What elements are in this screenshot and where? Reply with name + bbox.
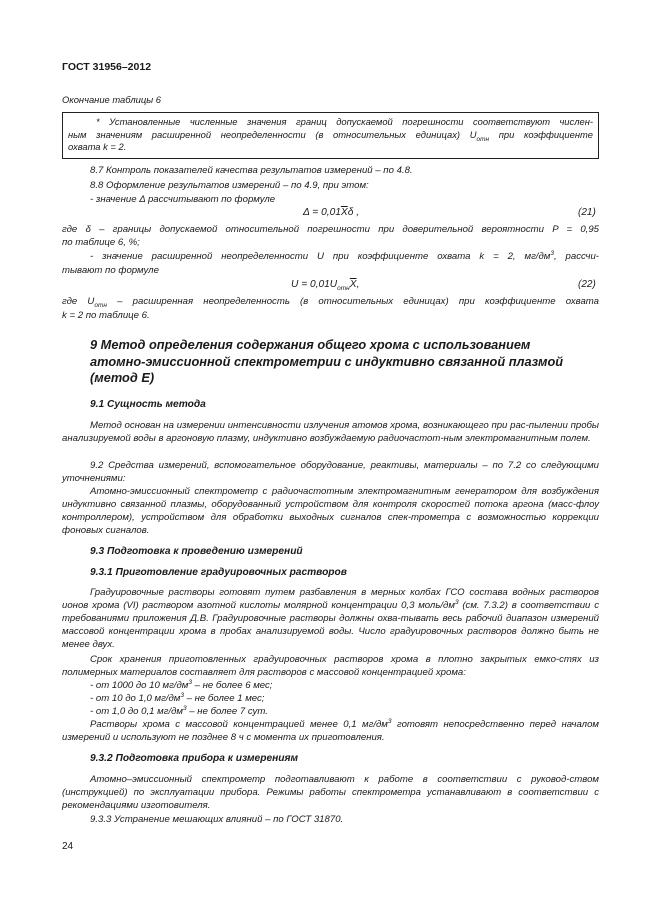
section-9-3-1-para-1-tail: (см. 7.3.2) в соответствии с требованиями приложения Д.В. Градуировочные растворы должны охва-тывать весь рабочий диапазон измерений массовой концентрации хрома в пробах анализируемой воды. Число градуировочных растворов должно быть не менее двух. <box>62 600 599 651</box>
table-footnote-box <box>62 112 599 159</box>
section-9-1-text: Метод основан на измерении интенсивности излучения атомов хрома, возникающего при рас-пылении пробы анализируемой воды в аргоновую плазму, индуктивно возбуждаемую радиочастот-ным электромагнитным полем. <box>62 420 599 445</box>
formula-22 <box>291 279 360 293</box>
formula-22-number: (22) <box>578 279 596 290</box>
formula-21-tail: δ , <box>347 207 360 218</box>
section-9-3-1-title: 9.3.1 Приготовление градуировочных растворов <box>90 567 347 578</box>
para-8-8-text: 8.8 Оформление результатов измерений – по 4.9, <box>90 180 323 191</box>
where-22-sub: отн <box>94 301 107 309</box>
section-9-3-3: 9.3.3 Устранение мешающих влияний – по ГОСТ 31870. <box>90 814 344 825</box>
formula-22-xbar: $\overline{X}$ <box>349 279 357 290</box>
footnote-line-2-tail: при коэффициенте <box>489 128 594 140</box>
storage-item-3-tail: – не более 7 сут. <box>186 706 268 717</box>
formula-22-lhs: U = 0,01U <box>291 279 338 290</box>
section-9-heading <box>90 337 610 387</box>
section-9-heading-line-3: (метод Е) <box>90 370 155 385</box>
storage-item-3 <box>90 705 268 718</box>
item-u-line-1 <box>90 250 599 263</box>
section-9-1-title: 9.1 Сущность метода <box>90 399 206 410</box>
storage-item-1-tail: – не более 6 мес; <box>191 680 273 691</box>
section-9-heading-line-2: атомно-эмиссионной спектрометрии с индуктивно связанной плазмой <box>90 353 564 369</box>
item-u-tail: , рассчи- <box>553 251 599 262</box>
section-9-3-1-para-1-text: Градуировочные растворы готовят путем разбавления в мерных колбах ГСО состава водных растворов ионов хрома (VI) раствором азотной кислоты молярной концентрации 0,3 моль/дм <box>62 587 599 612</box>
section-9-3-1-para-3-tail: готовят непосредственно перед началом измерений и используют не позднее 8 ч с момента их приготовления. <box>62 719 599 744</box>
section-9-3-1-para-1-sup: 3 <box>454 598 459 606</box>
footnote-line-2 <box>68 129 593 142</box>
footnote-line-3: охвата k = 2. <box>68 141 127 153</box>
where-21-line-1: где δ – границы допускаемой относительной погрешности при доверительной вероятности P = 0,95 <box>62 224 599 235</box>
storage-item-3-sup: 3 <box>183 704 187 712</box>
section-9-2-spec: Атомно-эмиссионный спектрометр с радиочастотным электромагнитным генератором для возбуждения индуктивно связанной плазмы, оборудованный устройством для контроля скоростей потока аргона (масс-флоу контроллером), устройством для обработки выходных сигналов спек-трометра с возможностью коррекции фоновых сигналов. <box>62 486 599 537</box>
item-delta: - значение Δ рассчитывают по формуле <box>90 194 276 205</box>
section-9-2-text: 9.2 Средства измерений, вспомогательное оборудование, реактивы, материалы – по 7.2 со следующими уточнениями: <box>62 460 599 485</box>
para-8-7: 8.7 Контроль показателей качества результатов измерений – по 4.8. <box>90 165 413 176</box>
item-u-text: - значение расширенной неопределенности U при коэффициенте охвата k = 2, мг/дм <box>90 251 551 262</box>
footnote-line-2-text: ным значениям расширенной неопределенности (в относительных единицах) U <box>68 128 477 140</box>
storage-item-2 <box>90 692 264 705</box>
footnote-line-2-sub: отн <box>476 135 490 143</box>
section-9-3-1-para-2: Срок хранения приготовленных градуировочных растворов хрома в плотно закрытых емко-стях из полимерных материалов составляет для растворов с массовой концентрацией хрома: <box>62 654 599 679</box>
item-u-sup: 3 <box>550 249 554 257</box>
formula-21-number: (21) <box>578 207 596 218</box>
storage-item-2-sup: 3 <box>180 691 184 699</box>
section-9-heading-line-1: 9 Метод определения содержания общего хрома с использованием <box>90 337 531 352</box>
section-9-3-2-title: 9.3.2 Подготовка прибора к измерениям <box>90 753 299 764</box>
section-9-3-1-para-3-sup: 3 <box>387 717 392 725</box>
page-number: 24 <box>62 841 74 852</box>
storage-item-1 <box>90 679 272 692</box>
storage-item-2-text: - от 10 до 1,0 мг/дм <box>90 693 181 704</box>
section-9-3-1-para-1 <box>62 586 599 651</box>
standard-id: ГОСТ 31956–2012 <box>62 61 152 73</box>
formula-22-tail: , <box>356 279 360 290</box>
storage-item-1-sup: 3 <box>188 678 192 686</box>
where-22-line-1 <box>62 295 599 308</box>
formula-22-sub: отн <box>337 285 350 293</box>
formula-21-xbar: $\overline{X}$ <box>340 207 348 218</box>
where-22-line-2: k = 2 по таблице 6. <box>62 310 150 321</box>
storage-item-1-text: - от 1000 до 10 мг/дм <box>90 680 189 691</box>
storage-item-3-text: - от 1,0 до 0,1 мг/дм <box>90 706 184 717</box>
section-9-3-1-para-3-text: Растворы хрома с массовой концентрацией менее 0,1 мг/дм <box>90 719 388 730</box>
section-9-3-2-text: Атомно–эмиссионный спектрометр подготавливают к работе в соответствии с руковод-ством (инструкцией) по эксплуатации прибора. Режимы работы спектрометра устанавливают в соответствии с рекомендациями изготовителя. <box>62 774 599 812</box>
table-caption: Окончание таблицы 6 <box>62 94 161 105</box>
para-8-8 <box>90 179 369 192</box>
storage-item-2-tail: – не более 1 мес; <box>183 693 265 704</box>
formula-21-lhs: Δ = 0,01 <box>303 207 341 218</box>
para-8-8-emph: при этом: <box>322 180 369 191</box>
section-9-3-1-para-3 <box>62 718 599 744</box>
item-u-line-2: тывают по формуле <box>62 265 159 276</box>
where-22-tail: – расширенная неопределенность (в относительных единицах) при коэффициенте охвата <box>106 296 600 307</box>
where-21-line-2: по таблице 6, %; <box>62 237 140 248</box>
section-9-3-title: 9.3 Подготовка к проведению измерений <box>90 546 303 557</box>
where-22-text: где U <box>62 296 95 307</box>
formula-21 <box>303 207 359 218</box>
footnote-line-1: * Установленные численные значения границ допускаемой погрешности соответствуют числен- <box>96 116 593 127</box>
